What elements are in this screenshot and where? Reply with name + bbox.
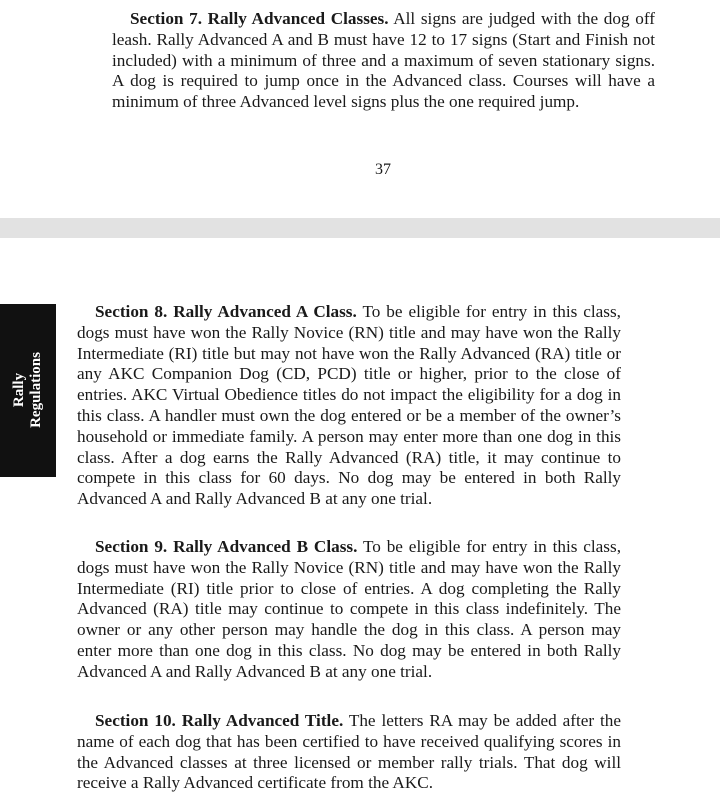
section-10-heading: Section 10. Rally Advanced Title. bbox=[95, 711, 344, 730]
section-10-paragraph bbox=[77, 711, 621, 794]
section-7-heading: Section 7. Rally Advanced Classes. bbox=[130, 9, 389, 28]
page-divider bbox=[0, 218, 720, 238]
side-tab-line-2: Regulations bbox=[28, 352, 44, 428]
page-number: 37 bbox=[375, 161, 391, 178]
section-7-body: All signs are judged with the dog off leash. Rally Advanced A and B must have 12 to 17 signs (Start and Finish not included) with a minimum of three and a maximum of seven stationary signs. A dog is required to jump once in the Advanced class. Courses will have a minimum of three Advanced level signs plus the one required jump. bbox=[112, 9, 655, 112]
side-tab-label bbox=[11, 352, 45, 428]
side-tab-line-1: Rally bbox=[11, 372, 27, 408]
section-9-paragraph bbox=[77, 537, 621, 683]
section-9-heading: Section 9. Rally Advanced B Class. bbox=[95, 537, 358, 556]
section-8-body: To be eligible for entry in this class, dogs must have won the Rally Novice (RN) title and may have won the Rally Intermediate (RI) title but may not have won the Rally Advanced (RA) title or any AKC Companion Dog (CD, PCD) title or higher, prior to the close of entries. AKC Virtual Obedience titles do not impact the eligibility for a dog in this class. A handler must own the dog entered or be a member of the owner’s household or immediate family. A person may enter more than one dog in this class. After a dog earns the Rally Advanced (RA) title, it may continue to compete in this class for 60 days. No dog may be entered in both Rally Advanced A and Rally Advanced B at any one trial. bbox=[77, 302, 621, 509]
section-8-paragraph bbox=[77, 302, 621, 510]
section-10-body: The letters RA may be added after the name of each dog that has been certified to have received qualifying scores in the Advanced classes at three licensed or member rally trials. That dog will receive a Rally Advanced certificate from the AKC. bbox=[77, 711, 621, 793]
side-tab bbox=[0, 304, 56, 477]
section-8-heading: Section 8. Rally Advanced A Class. bbox=[95, 302, 357, 321]
section-7-paragraph bbox=[112, 9, 655, 113]
section-9-body: To be eligible for entry in this class, dogs must have won the Rally Novice (RN) title and may have won the Rally Intermediate (RI) title prior to close of entries. A dog completing the Rally Advanced (RA) title may continue to compete in this class indefinitely. The owner or any other person may handle the dog in this class. A person may enter more than one dog in this class. No dog may be entered in both Rally Advanced A and Rally Advanced B at any one trial. bbox=[77, 537, 621, 681]
